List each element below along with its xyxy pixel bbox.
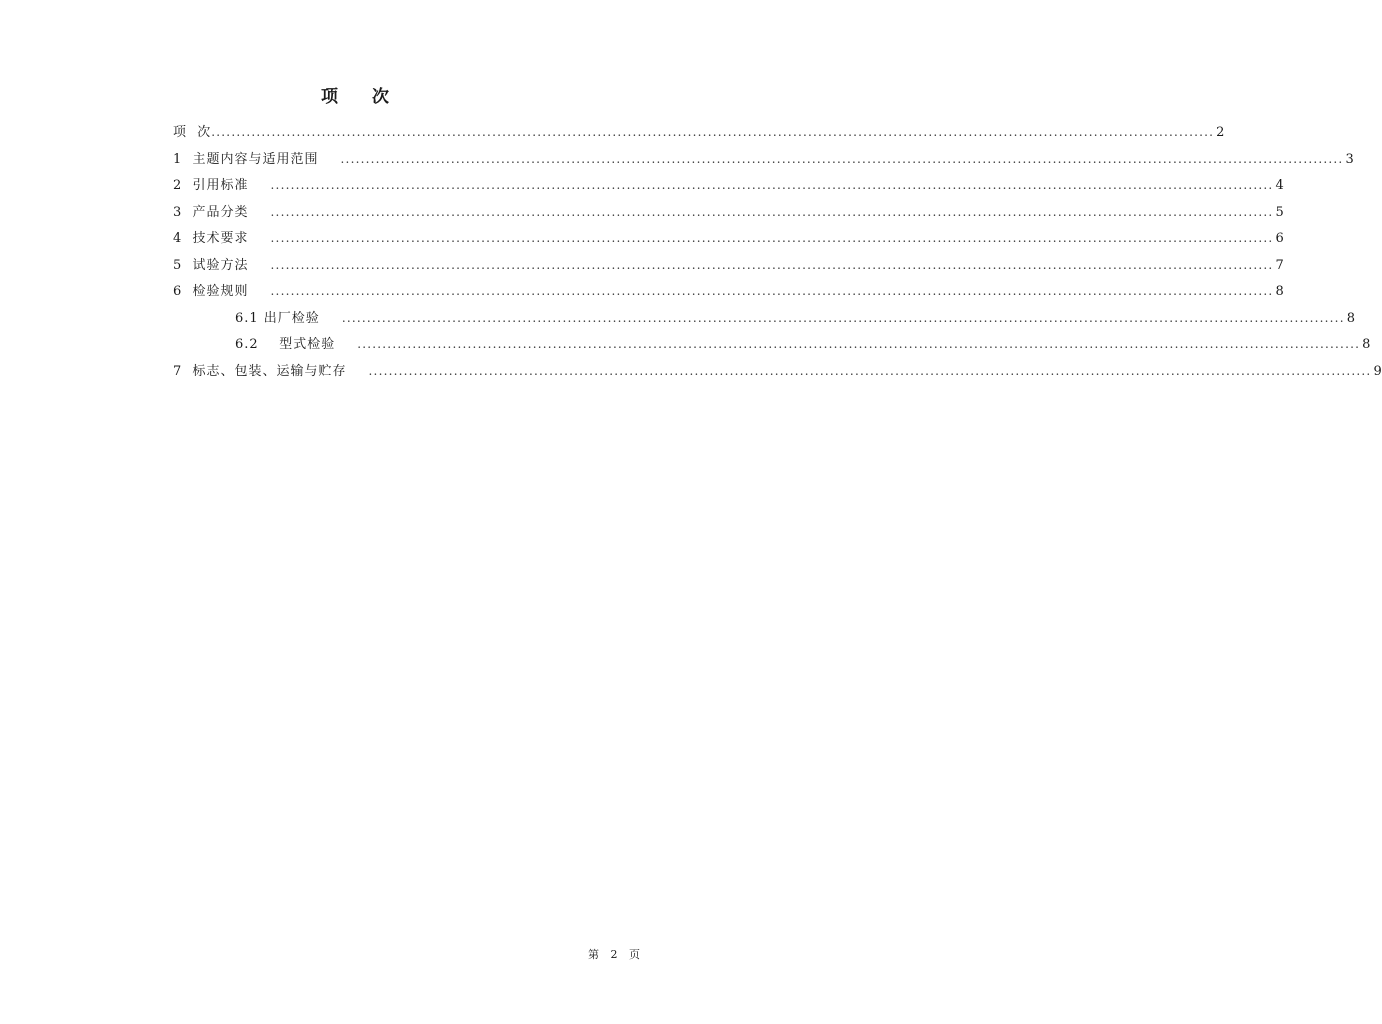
toc-entry[interactable] <box>173 255 1284 282</box>
toc-entry[interactable] <box>173 149 1354 176</box>
footer-suffix: 页 <box>629 948 644 961</box>
toc-leader-dots: ........................................................................................................................................................................................................ <box>270 231 1274 245</box>
toc-leader-dots: ........................................................................................................................................................................................................ <box>270 204 1274 219</box>
page-footer <box>588 948 644 962</box>
toc-entry[interactable] <box>173 228 1284 255</box>
toc-entry-page-number: 6 <box>1275 231 1284 246</box>
toc-entry-label: 4 技术要求 <box>173 231 249 246</box>
toc-entry-label: 5 试验方法 <box>173 257 249 273</box>
toc-entry-page-number: 3 <box>1345 151 1354 167</box>
toc-entry-page-number: 8 <box>1362 337 1371 352</box>
toc-entry-page-number: 8 <box>1346 310 1355 326</box>
toc-entry[interactable] <box>173 308 1355 335</box>
toc-entry-label: 项 次 <box>173 125 212 140</box>
toc-leader-dots: ........................................................................................................................................................................................................ <box>341 310 1345 325</box>
page-title: 项 次 <box>321 87 403 107</box>
toc-entry[interactable] <box>173 175 1284 202</box>
toc-leader-dots: ........................................................................................................................................................................................................ <box>340 151 1344 166</box>
toc-entry-page-number: 8 <box>1275 284 1284 299</box>
toc-entry[interactable] <box>173 122 1225 149</box>
toc-entry-page-number: 2 <box>1216 125 1225 140</box>
toc-entry-label: 3 产品分类 <box>173 204 249 220</box>
toc-entry-page-number: 9 <box>1373 363 1382 379</box>
toc-entry-page-number: 7 <box>1275 257 1284 273</box>
toc-entry-label: 6 检验规则 <box>173 284 249 299</box>
toc-entry[interactable] <box>173 281 1284 308</box>
toc-leader-dots: ........................................................................................................................................................................................................ <box>270 178 1274 192</box>
toc-leader-dots: ........................................................................................................................................................................................................ <box>211 125 1215 139</box>
footer-prefix: 第 <box>588 948 603 961</box>
toc-entry-label: 1 主题内容与适用范围 <box>173 151 319 167</box>
toc-entry-label: 7 标志、包装、运输与贮存 <box>173 363 347 379</box>
table-of-contents <box>173 122 1382 387</box>
footer-page-number: 2 <box>610 948 622 961</box>
toc-entry-page-number: 5 <box>1275 204 1284 220</box>
toc-leader-dots: ........................................................................................................................................................................................................ <box>368 363 1372 378</box>
toc-entry-label: 6.1 出厂检验 <box>235 310 320 326</box>
toc-entry-page-number: 4 <box>1275 178 1284 193</box>
toc-entry[interactable] <box>173 334 1371 361</box>
toc-leader-dots: ........................................................................................................................................................................................................ <box>270 284 1274 298</box>
toc-entry-label: 2 引用标准 <box>173 178 249 193</box>
toc-entry-label: 6.2 型式检验 <box>235 337 336 352</box>
toc-leader-dots: ........................................................................................................................................................................................................ <box>270 257 1274 272</box>
toc-entry[interactable] <box>173 202 1284 229</box>
toc-entry[interactable] <box>173 361 1382 388</box>
toc-leader-dots: ........................................................................................................................................................................................................ <box>357 337 1361 351</box>
